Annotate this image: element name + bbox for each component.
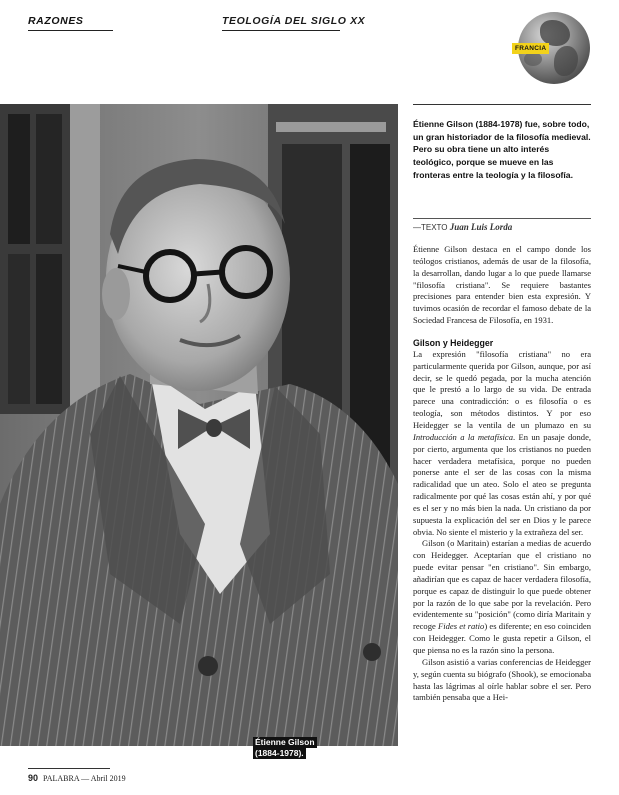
body-paragraph: Gilson asistió a varias conferencias de Heidegger y, según cuenta su biógrafo (Shook), se emocionaba hasta las lágrimas al oírle hablar sobre el ser. Pero también pensaba que a Hei- [413, 656, 591, 703]
author-name: Juan Luis Lorda [449, 222, 513, 232]
page-number: 90 [28, 773, 39, 783]
footer-rule [28, 768, 110, 769]
section-heading: Gilson y Heidegger [413, 337, 494, 348]
section-rule [28, 30, 113, 31]
section-label: RAZONES [28, 15, 84, 27]
column-top-rule [413, 104, 591, 105]
lead-paragraph: Étienne Gilson (1884-1978) fue, sobre todo, un gran historiador de la filosofía medieval. Pero su obra tiene un alto interés teológico, porque se mueve en las fronteras entre la teología y la filosofía. [413, 119, 591, 180]
magazine-issue: PALABRA — Abril 2019 [43, 774, 126, 783]
caption-line-1: Étienne Gilson [255, 737, 315, 747]
byline-label: —TEXTO [413, 223, 448, 232]
article-body [413, 244, 591, 704]
body-paragraph: La expresión "filosofía cristiana" no era particularmente querida por Gilson, aunque, por así decir, se le quedó pegada, por la mucha atención que le prestó a lo largo de su vida. De entrada parece una contradicción: o es filosofía o es teología, son métodos distintos. Y por eso Heidegger se la ventila de un plumazo en su Introducción a la metafísica. En un pasaje donde, por cierto, argumenta que los cristianos no pueden hacer verdadera metafísica, porque no pueden ponerse ante el ser de las cosas con la misma radicalidad que un ateo. Solo el ateo se pregunta radicalmente por qué las cosas están ahí, y por qué es el ser y no más bien la nada. Un cristiano da por supuesta la explicación del ser en Dios y le parece obvia. No siente el misterio y la extrañeza del ser. [413, 348, 591, 537]
intro-paragraph: Étienne Gilson destaca en el campo donde los teólogos cristianos, además de usar de la filosofía, la desarrollan, dando lugar a lo que puede llamarse "filosofía cristiana". Se requiere bastantes precisiones para entender bien esta expresión. Y tuvimos ocasión de recordar el famoso debate de la Sociedad Francesa de Filosofía, en 1931. [413, 244, 591, 326]
portrait-photo [0, 104, 398, 746]
caption-line-2: (1884-1978). [255, 748, 304, 758]
series-title: TEOLOGÍA DEL SIGLO XX [222, 15, 366, 27]
page-footer [28, 773, 126, 783]
byline-rule [413, 218, 591, 219]
photo-caption [253, 737, 317, 759]
byline [413, 222, 591, 233]
country-tag: FRANCIA [512, 43, 549, 54]
body-paragraph: Gilson (o Maritain) estarían a medias de acuerdo con Heidegger. Aceptarían que el cristiano no puede evitar pensar "en cristiano". Sin embargo, añadirían que es capaz de hacer verdadera filosofía, porque es capaz de distinguir lo que puede obtener por la razón de lo que sabe por la revelación. Pero evidentemente su "posición" (como diría Maritain y recoge Fides et ratio) es diferente; en eso coinciden con Heidegger. Como le gusta repetir a Gilson, el que piensa no es la razón sino la persona. [413, 538, 591, 655]
series-rule [222, 30, 340, 31]
